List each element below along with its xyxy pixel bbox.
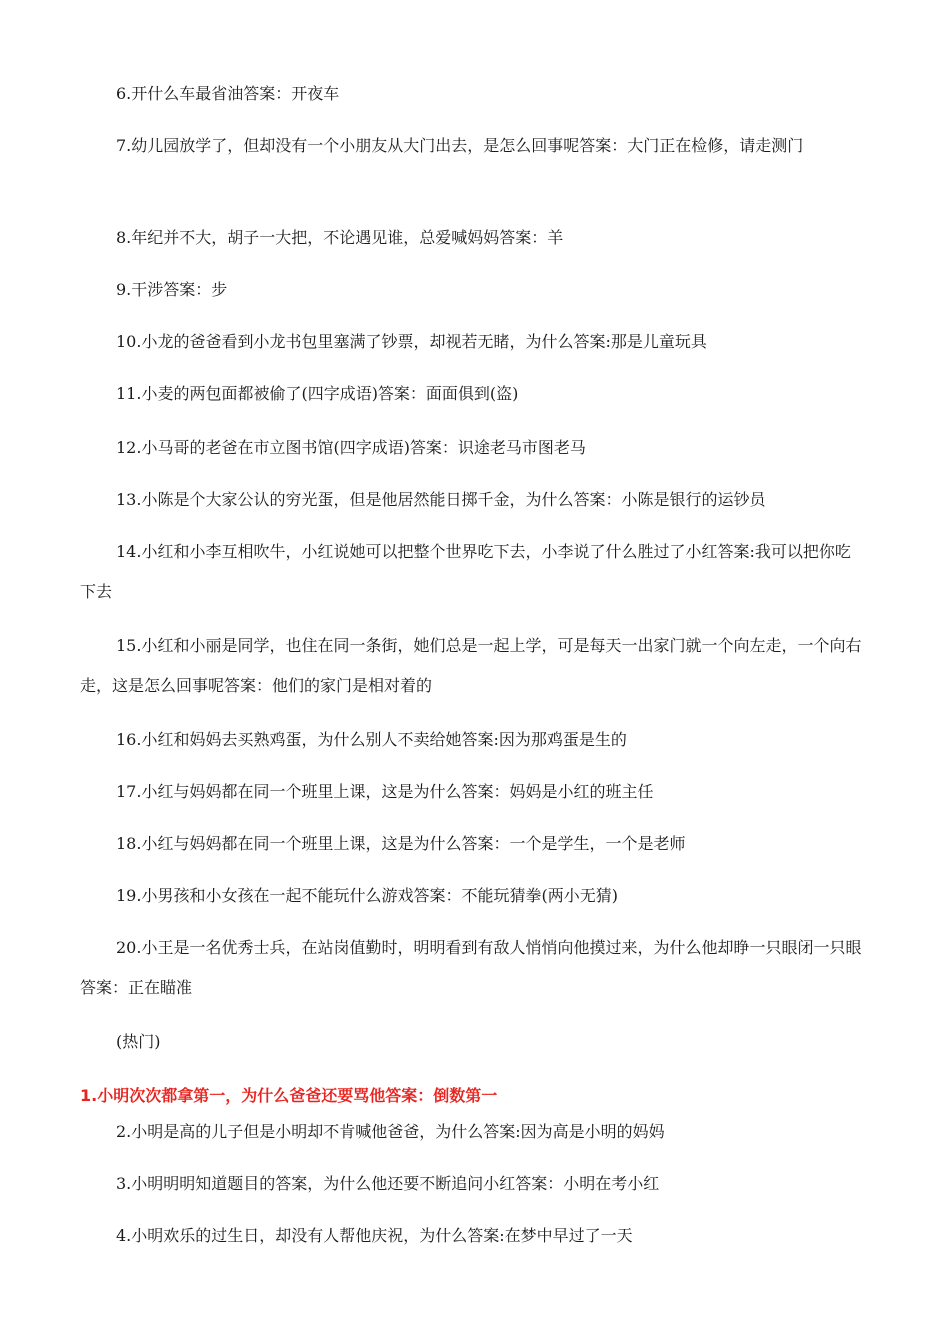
- riddle-item-18: 18.小红与妈妈都在同一个班里上课，这是为什么答案：一个是学生，一个是老师: [116, 834, 686, 853]
- riddle-item-19: 19.小男孩和小女孩在一起不能玩什么游戏答案：不能玩猜拳(两小无猜): [116, 886, 618, 905]
- riddle-item-10: 10.小龙的爸爸看到小龙书包里塞满了钞票，却视若无睹，为什么答案:那是儿童玩具: [116, 332, 707, 351]
- riddle-item-14: 14.小红和小李互相吹牛，小红说她可以把整个世界吃下去，小李说了什么胜过了小红答案:我可以把你吃下去: [80, 542, 851, 601]
- section-label: (热门): [116, 1032, 161, 1051]
- riddle-item-8: 8.年纪并不大，胡子一大把，不论遇见谁，总爱喊妈妈答案：羊: [116, 228, 564, 247]
- riddle-item-16: 16.小红和妈妈去买熟鸡蛋，为什么别人不卖给她答案:因为那鸡蛋是生的: [116, 730, 627, 749]
- riddle-item-11: 11.小麦的两包面都被偷了(四字成语)答案：面面俱到(盗): [116, 384, 519, 403]
- riddle-item-13: 13.小陈是个大家公认的穷光蛋，但是他居然能日掷千金，为什么答案：小陈是银行的运钞员: [116, 490, 766, 509]
- riddle-item-20: 20.小王是一名优秀士兵，在站岗值勤时，明明看到有敌人悄悄向他摸过来，为什么他却睁一只眼闭一只眼答案：正在瞄准: [80, 938, 862, 997]
- riddle-item-4: 4.小明欢乐的过生日，却没有人帮他庆祝，为什么答案:在梦中早过了一天: [116, 1226, 633, 1245]
- riddle-item-15: 15.小红和小丽是同学，也住在同一条街，她们总是一起上学，可是每天一出家门就一个向左走，一个向右走，这是怎么回事呢答案：他们的家门是相对着的: [80, 636, 862, 695]
- riddle-item-3: 3.小明明明知道题目的答案，为什么他还要不断追问小红答案：小明在考小红: [116, 1174, 660, 1193]
- riddle-item-12: 12.小马哥的老爸在市立图书馆(四字成语)答案：识途老马市图老马: [116, 438, 586, 457]
- riddle-item-7: 7.幼儿园放学了，但却没有一个小朋友从大门出去，是怎么回事呢答案：大门正在检修，请走测门: [116, 136, 804, 155]
- riddle-item-17: 17.小红与妈妈都在同一个班里上课，这是为什么答案：妈妈是小红的班主任: [116, 782, 654, 801]
- riddle-item-6: 6.开什么车最省油答案：开夜车: [116, 84, 340, 103]
- riddle-item-9: 9.干涉答案：步: [116, 280, 228, 299]
- riddle-item-2: 2.小明是高的儿子但是小明却不肯喊他爸爸，为什么答案:因为高是小明的妈妈: [116, 1122, 665, 1141]
- highlight-riddle-1: 1.小明次次都拿第一，为什么爸爸还要骂他答案：倒数第一: [80, 1086, 498, 1105]
